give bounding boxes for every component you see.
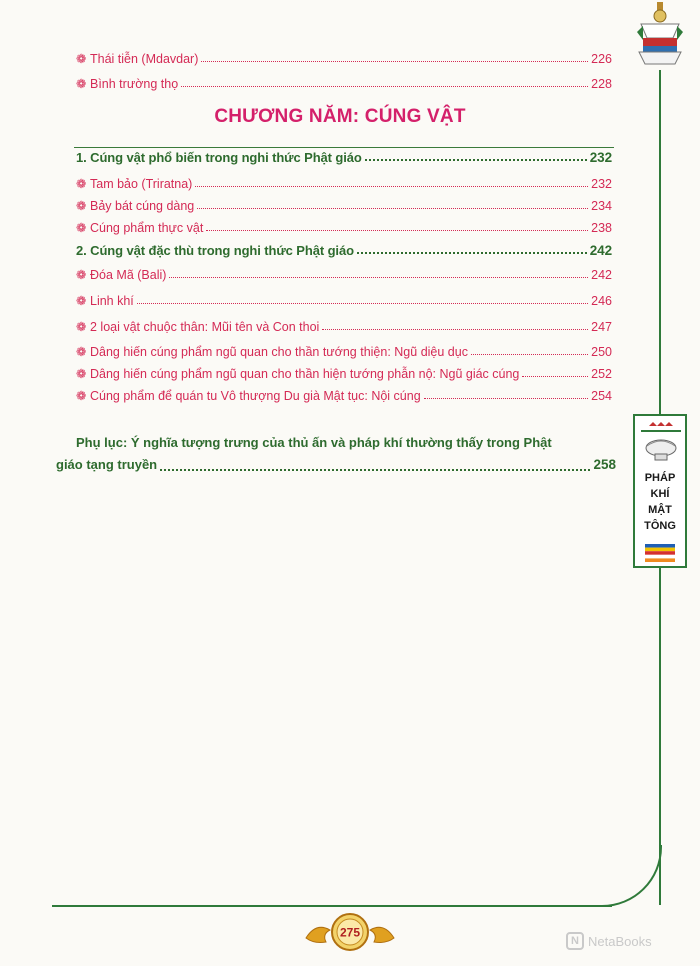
dot-leader [181, 86, 588, 87]
toc-entry-page: 250 [591, 345, 612, 359]
chapter-side-tab [633, 414, 687, 568]
section-page: 242 [589, 243, 612, 258]
side-tab-title [637, 470, 683, 534]
page-number-badge [300, 908, 400, 954]
dot-leader [169, 277, 588, 278]
toc-entry-label: Đóa Mã (Bali) [90, 268, 167, 282]
toc-entry-page: 234 [591, 199, 612, 213]
flower-bullet-icon: ❁ [76, 345, 87, 359]
appendix-line2 [56, 454, 616, 476]
appendix-title-line2: giáo tạng truyền [56, 457, 158, 472]
toc-entry[interactable] [76, 264, 612, 282]
flower-bullet-icon: ❁ [76, 320, 87, 334]
footer-rule [52, 905, 612, 907]
toc-entry-page: 228 [591, 77, 612, 91]
toc-entry[interactable] [76, 73, 612, 91]
section-title: 2. Cúng vật đặc thù trong nghi thức Phật giáo [76, 243, 354, 258]
toc-entry[interactable] [76, 363, 612, 381]
toc-entry[interactable] [76, 290, 612, 308]
toc-entry[interactable] [76, 341, 612, 359]
flower-bullet-icon: ❁ [76, 221, 87, 235]
vajra-ornament-icon [633, 2, 687, 70]
toc-entry[interactable] [76, 217, 612, 235]
toc-entry-label: Bình trường thọ [90, 77, 179, 91]
toc-entry[interactable] [76, 173, 612, 191]
toc-entry-page: 226 [591, 52, 612, 66]
chapter-title: CHƯƠNG NĂM: CÚNG VẬT [214, 106, 466, 127]
toc-entry-label: Bảy bát cúng dàng [90, 199, 195, 213]
toc-appendix-entry[interactable] [56, 432, 616, 476]
toc-entry[interactable] [76, 316, 612, 334]
toc-entry-label: Cúng phẩm thực vật [90, 221, 204, 235]
toc-entry-label: Dâng hiến cúng phẩm ngũ quan cho thần hiện tướng phẫn nộ: Ngũ giác cúng [90, 367, 520, 381]
flower-bullet-icon: ❁ [76, 294, 87, 308]
flower-bullet-icon: ❁ [76, 77, 87, 91]
watermark-text: NetaBooks [588, 933, 652, 949]
dot-leader [322, 329, 588, 330]
dot-leader [365, 159, 587, 161]
rail-corner-curve [592, 845, 662, 907]
toc-entry-page: 238 [591, 221, 612, 235]
watermark [566, 930, 652, 952]
dot-leader [197, 208, 588, 209]
toc-entry-label: Thái tiễn (Mdavdar) [90, 52, 199, 66]
dot-leader [424, 398, 588, 399]
side-tab-line: MẬT [648, 504, 672, 516]
toc-entry-page: 247 [591, 320, 612, 334]
flower-bullet-icon: ❁ [76, 52, 87, 66]
appendix-page: 258 [593, 457, 616, 472]
toc-entry-page: 242 [591, 268, 612, 282]
toc-entry-page: 254 [591, 389, 612, 403]
toc-entry-label: Linh khí [90, 294, 134, 308]
section-page: 232 [589, 150, 612, 165]
toc-entry-page: 252 [591, 367, 612, 381]
dot-leader [522, 376, 588, 377]
flower-bullet-icon: ❁ [76, 268, 87, 282]
section-title: 1. Cúng vật phổ biến trong nghi thức Phật giáo [76, 150, 362, 165]
toc-entry-label: Cúng phẩm để quán tu Vô thượng Du già Mật tục: Nội cúng [90, 389, 421, 403]
toc-entry-page: 246 [591, 294, 612, 308]
side-tab-line: TÔNG [644, 520, 676, 532]
dot-leader [160, 469, 590, 471]
page-number: 275 [339, 925, 361, 940]
flower-bullet-icon: ❁ [76, 367, 87, 381]
flower-bullet-icon: ❁ [76, 389, 87, 403]
toc-entry-page: 232 [591, 177, 612, 191]
appendix-title-line1: Phụ lục: Ý nghĩa tượng trưng của thủ ấn và pháp khí thường thấy trong Phật [76, 435, 552, 450]
side-tab-line: KHÍ [650, 488, 670, 500]
flower-bullet-icon: ❁ [76, 199, 87, 213]
dot-leader [206, 230, 588, 231]
side-tab-line: PHÁP [644, 472, 676, 484]
ritual-vessel-icon [641, 422, 681, 466]
toc-entry-label: Dâng hiến cúng phẩm ngũ quan cho thần tướng thiện: Ngũ diệu dục [90, 345, 468, 359]
toc-entry[interactable] [76, 195, 612, 213]
flower-bullet-icon: ❁ [76, 177, 87, 191]
toc-entry[interactable] [76, 48, 612, 66]
dot-leader [201, 61, 588, 62]
dot-leader [357, 252, 587, 254]
dot-leader [137, 303, 588, 304]
buddhist-flag-icon [645, 544, 675, 562]
toc-section-heading[interactable] [76, 145, 612, 165]
dot-leader [195, 186, 588, 187]
dot-leader [471, 354, 588, 355]
toc-entry[interactable] [76, 385, 612, 403]
toc-entry-label: Tam bảo (Triratna) [90, 177, 193, 191]
toc-section-heading[interactable] [76, 238, 612, 258]
toc-entry-label: 2 loại vật chuộc thân: Mũi tên và Con thoi [90, 320, 320, 334]
netabooks-logo-icon: N [566, 932, 584, 950]
